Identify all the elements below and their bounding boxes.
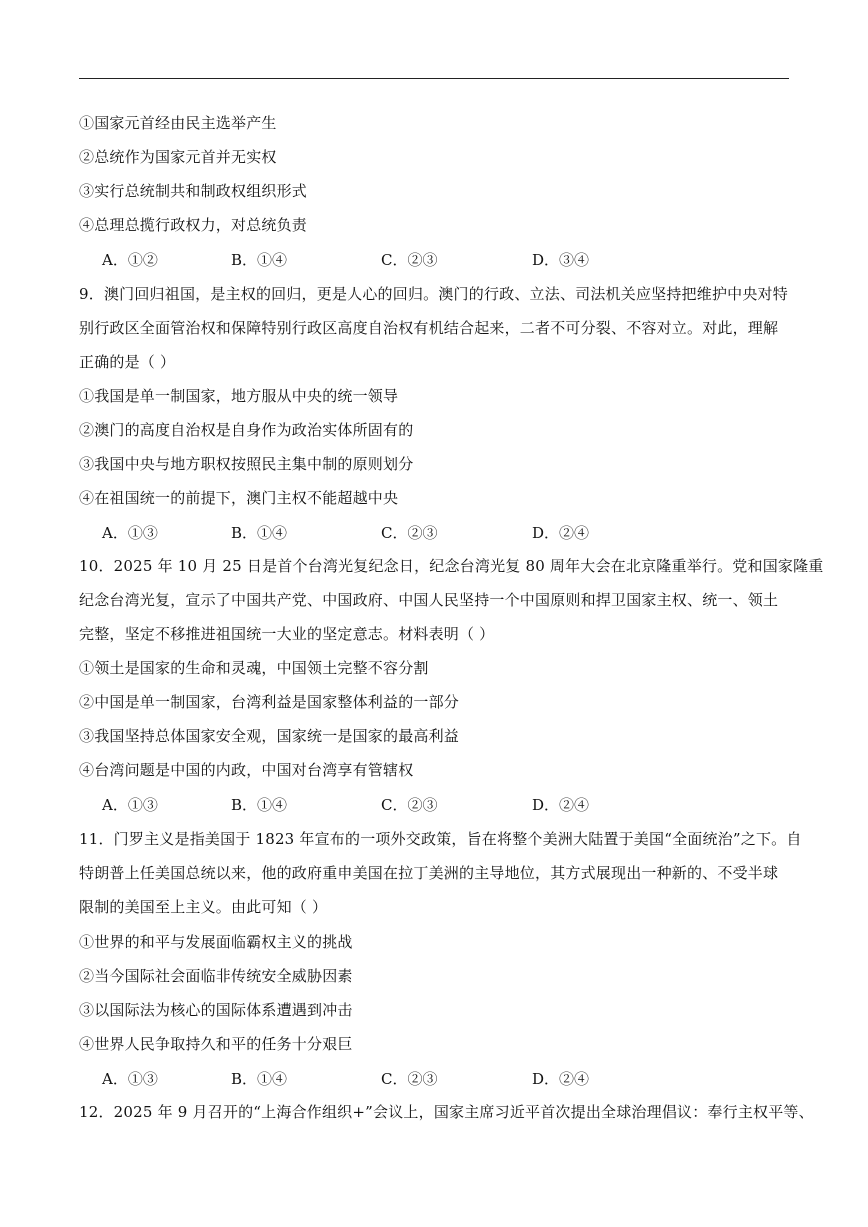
q9-item-3: ③我国中央与地方职权按照民主集中制的原则划分 xyxy=(79,455,414,473)
q11-item-1: ①世界的和平与发展面临霸权主义的挑战 xyxy=(79,933,353,951)
q10-option-c: C．②③ xyxy=(381,796,438,814)
q11-option-b: B．①④ xyxy=(231,1070,288,1088)
q9-item-4: ④在祖国统一的前提下，澳门主权不能超越中央 xyxy=(79,489,399,507)
q11-option-a: A．①③ xyxy=(102,1070,158,1088)
q10-option-b: B．①④ xyxy=(231,796,288,814)
q11-stem-line-3: 限制的美国至上主义。由此可知（ ） xyxy=(79,898,328,916)
q9-stem-line-3: 正确的是（ ） xyxy=(79,353,176,371)
q10-stem-line-1: 10．2025 年 10 月 25 日是首个台湾光复纪念日，纪念台湾光复 80 周年大会在北京隆重举行。党和国家隆重 xyxy=(79,557,824,575)
q10-stem-line-3: 完整，坚定不移推进祖国统一大业的坚定意志。材料表明（ ） xyxy=(79,625,495,643)
q11-item-2: ②当今国际社会面临非传统安全威胁因素 xyxy=(79,967,353,985)
q11-item-4: ④世界人民争取持久和平的任务十分艰巨 xyxy=(79,1035,353,1053)
q10-item-3: ③我国坚持总体国家安全观，国家统一是国家的最高利益 xyxy=(79,727,460,745)
q9-stem-line-2: 别行政区全面管治权和保障特别行政区高度自治权有机结合起来，二者不可分裂、不容对立。对此，理解 xyxy=(79,319,779,337)
q10-item-1: ①领土是国家的生命和灵魂，中国领土完整不容分割 xyxy=(79,659,429,677)
q8-item-1: ①国家元首经由民主选举产生 xyxy=(79,114,277,132)
q10-option-d: D．②④ xyxy=(532,796,590,814)
q10-option-a: A．①③ xyxy=(102,796,158,814)
q8-item-2: ②总统作为国家元首并无实权 xyxy=(79,148,277,166)
q9-option-c: C．②③ xyxy=(381,524,438,542)
q9-option-a: A．①③ xyxy=(102,524,158,542)
q10-stem-line-2: 纪念台湾光复，宣示了中国共产党、中国政府、中国人民坚持一个中国原则和捍卫国家主权、统一、领土 xyxy=(79,591,779,609)
q11-option-d: D．②④ xyxy=(532,1070,590,1088)
q10-item-4: ④台湾问题是中国的内政，中国对台湾享有管辖权 xyxy=(79,761,414,779)
q10-item-2: ②中国是单一制国家，台湾利益是国家整体利益的一部分 xyxy=(79,693,460,711)
q8-option-d: D．③④ xyxy=(532,251,590,269)
q8-item-3: ③实行总统制共和制政权组织形式 xyxy=(79,182,308,200)
q9-item-2: ②澳门的高度自治权是自身作为政治实体所固有的 xyxy=(79,421,414,439)
q9-option-b: B．①④ xyxy=(231,524,288,542)
q9-item-1: ①我国是单一制国家，地方服从中央的统一领导 xyxy=(79,387,399,405)
q8-option-c: C．②③ xyxy=(381,251,438,269)
q8-option-b: B．①④ xyxy=(231,251,288,269)
q12-stem-line-1: 12．2025 年 9 月召开的“上海合作组织+”会议上，国家主席习近平首次提出全球治理倡议：奉行主权平等、 xyxy=(79,1103,814,1121)
q9-option-d: D．②④ xyxy=(532,524,590,542)
q9-stem-line-1: 9．澳门回归祖国，是主权的回归，更是人心的回归。澳门的行政、立法、司法机关应坚持把维护中央对特 xyxy=(79,285,788,303)
header-rule xyxy=(79,78,789,79)
q8-item-4: ④总理总揽行政权力，对总统负责 xyxy=(79,216,308,234)
q11-item-3: ③以国际法为核心的国际体系遭遇到冲击 xyxy=(79,1001,353,1019)
q11-stem-line-2: 特朗普上任美国总统以来，他的政府重申美国在拉丁美洲的主导地位，其方式展现出一种新的、不受半球 xyxy=(79,864,779,882)
q11-option-c: C．②③ xyxy=(381,1070,438,1088)
q11-stem-line-1: 11．门罗主义是指美国于 1823 年宣布的一项外交政策，旨在将整个美洲大陆置于美国“全面统治”之下。自 xyxy=(79,830,802,848)
q8-option-a: A．①② xyxy=(102,251,158,269)
